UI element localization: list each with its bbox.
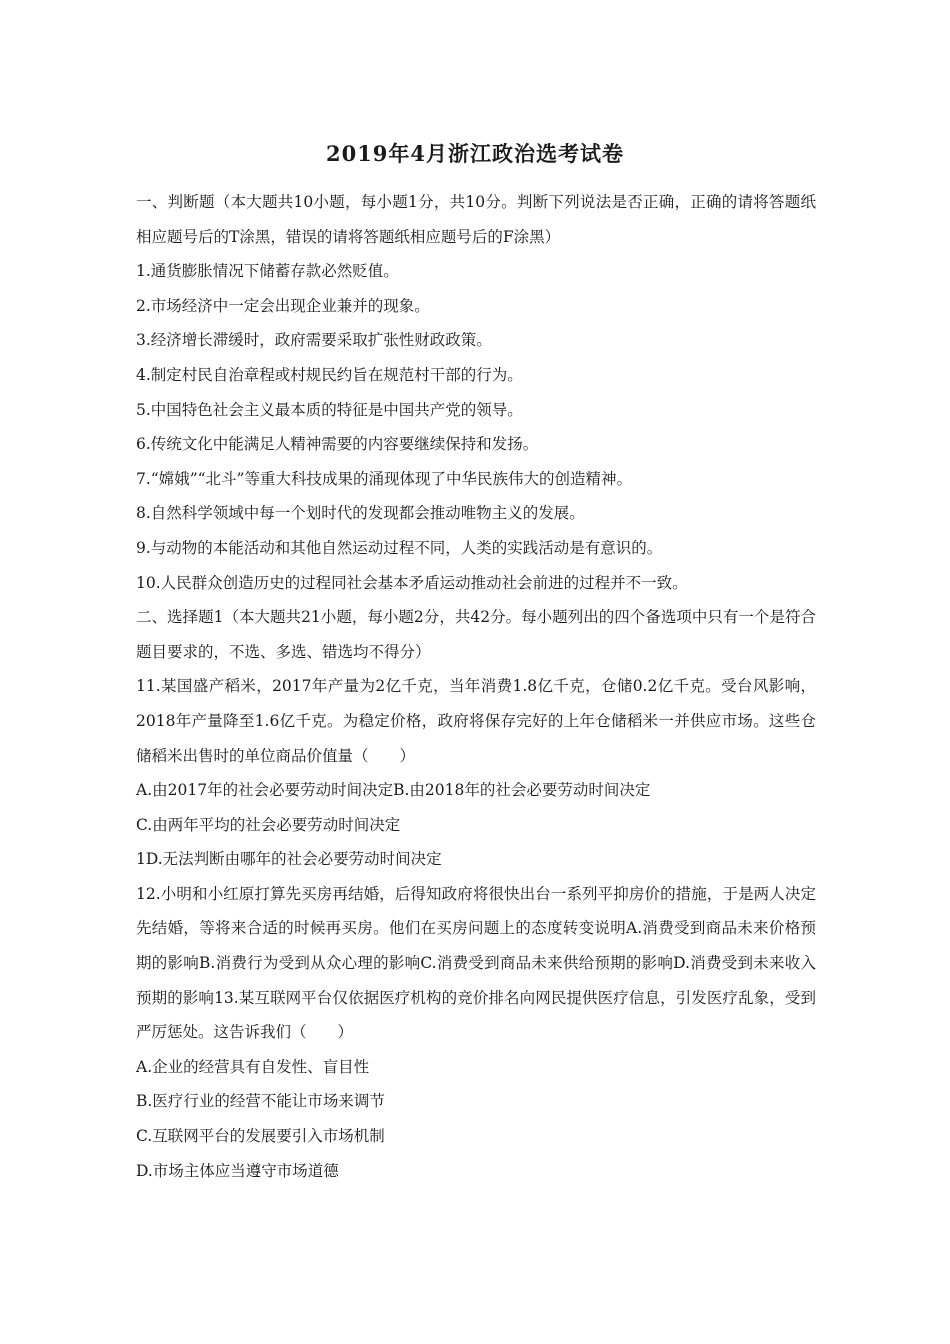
section-one-instructions: 一、判断题（本大题共10小题，每小题1分，共10分。判断下列说法是否正确，正确的请将答题纸相应题号后的T涂黑，错误的请将答题纸相应题号后的F涂黑） [136,193,816,246]
question-12-13: 12.小明和小红原打算先买房再结婚，后得知政府将很快出台一系列平抑房价的措施，于是两人决定先结婚，等将来合适的时候再买房。他们在买房问题上的态度转变说明A.消费受到商品未来价格预期的影响B.消费行为受到从众心理的影响C.消费受到商品未来供给预期的影响D.消费受到未来收入预期的影响13.某互联网平台仅依据医疗机构的竞价排名向网民提供医疗信息，引发医疗乱象，受到严厉惩处。这告诉我们（ ） [136,884,816,1042]
question-6: 6.传统文化中能满足人精神需要的内容要继续保持和发扬。 [136,435,539,454]
question-11-option-d: 1D.无法判断由哪年的社会必要劳动时间决定 [136,850,442,869]
question-3: 3.经济增长滞缓时，政府需要采取扩张性财政政策。 [136,331,492,350]
question-13-option-a: A.企业的经营具有自发性、盲目性 [136,1057,370,1076]
question-1: 1.通货膨胀情况下储蓄存款必然贬值。 [136,262,399,281]
page-title: 2019年4月浙江政治选考试卷 [325,141,625,166]
question-11-options-a-b: A.由2017年的社会必要劳动时间决定B.由2018年的社会必要劳动时间决定 [136,781,651,800]
question-9: 9.与动物的本能活动和其他自然运动过程不同，人类的实践活动是有意识的。 [136,538,663,557]
exam-content [136,185,816,1188]
question-10: 10.人民群众创造历史的过程同社会基本矛盾运动推动社会前进的过程并不一致。 [136,573,688,592]
question-7: 7.“嫦娥”“北斗”等重大科技成果的涌现体现了中华民族伟大的创造精神。 [136,469,632,488]
question-11-option-c: C.由两年平均的社会必要劳动时间决定 [136,815,401,834]
question-8: 8.自然科学领域中每一个划时代的发现都会推动唯物主义的发展。 [136,504,585,523]
question-2: 2.市场经济中一定会出现企业兼并的现象。 [136,296,430,315]
question-13-option-b: B.医疗行业的经营不能让市场来调节 [136,1092,385,1111]
question-13-option-d: D.市场主体应当遵守市场道德 [136,1161,339,1180]
question-4: 4.制定村民自治章程或村规民约旨在规范村干部的行为。 [136,365,523,384]
question-5: 5.中国特色社会主义最本质的特征是中国共产党的领导。 [136,400,523,419]
question-13-option-c: C.互联网平台的发展要引入市场机制 [136,1127,385,1146]
section-two-instructions: 二、选择题1（本大题共21小题，每小题2分，共42分。每小题列出的四个备选项中只有一个是符合题目要求的，不选、多选、错选均不得分） [136,608,816,661]
question-11: 11.某国盛产稻米，2017年产量为2亿千克，当年消费1.8亿千克，仓储0.2亿千克。受台风影响，2018年产量降至1.6亿千克。为稳定价格，政府将保存完好的上年仓储稻米一并供应市场。这些仓储稻米出售时的单位商品价值量（ ） [136,677,816,765]
